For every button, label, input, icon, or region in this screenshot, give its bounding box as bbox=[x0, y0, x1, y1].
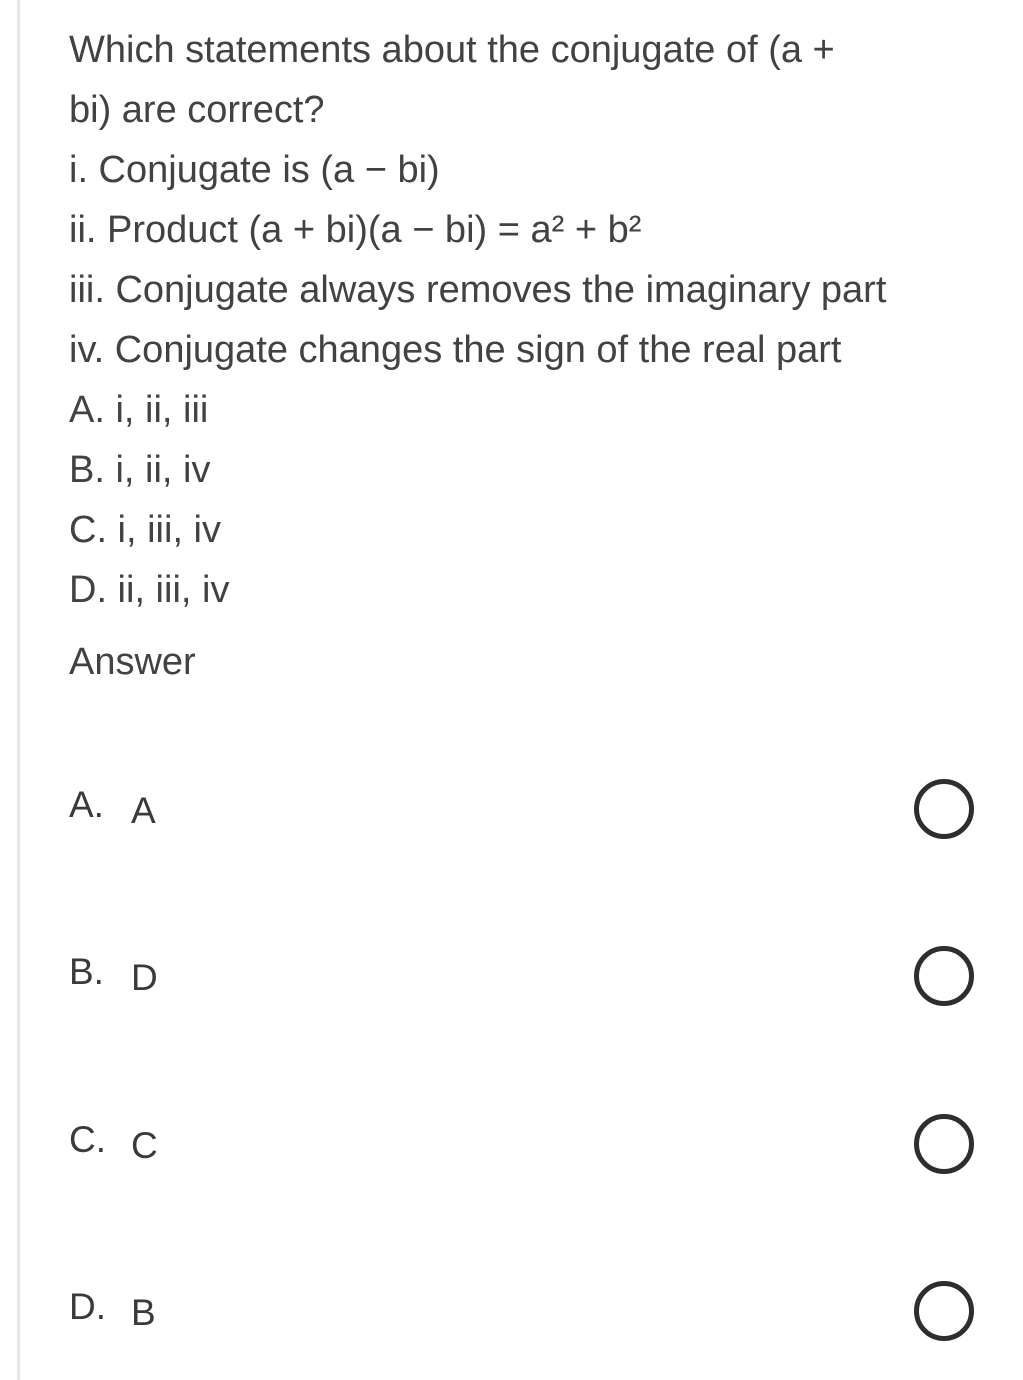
question-text bbox=[69, 20, 989, 620]
statement-ii: ii. Product (a + bi)(a − bi) = a² + b² bbox=[69, 209, 642, 251]
answer-option-c[interactable] bbox=[0, 1087, 1023, 1207]
radio-button-icon[interactable] bbox=[914, 1281, 974, 1341]
radio-button-icon[interactable] bbox=[914, 1114, 974, 1174]
answer-option-b[interactable] bbox=[0, 919, 1023, 1039]
answer-option-d[interactable] bbox=[0, 1254, 1023, 1374]
radio-button-icon[interactable] bbox=[914, 946, 974, 1006]
option-letter: A. bbox=[69, 784, 104, 825]
option-value: A bbox=[131, 790, 156, 831]
statement-iv: iv. Conjugate changes the sign of the real part bbox=[69, 329, 842, 371]
option-value: B bbox=[131, 1292, 156, 1333]
option-value: C bbox=[131, 1125, 158, 1166]
question-line: bi) are correct? bbox=[69, 89, 325, 131]
answer-heading: Answer bbox=[69, 641, 196, 683]
option-value: D bbox=[131, 957, 158, 998]
option-letter: D. bbox=[69, 1286, 106, 1327]
answer-option-a[interactable] bbox=[0, 752, 1023, 872]
option-letter: C. bbox=[69, 1119, 106, 1160]
statement-iii: iii. Conjugate always removes the imaginary part bbox=[69, 269, 887, 311]
choice-c-text: C. i, iii, iv bbox=[69, 509, 221, 551]
question-line: Which statements about the conjugate of (a + bbox=[69, 29, 835, 71]
statement-i: i. Conjugate is (a − bi) bbox=[69, 149, 440, 191]
choice-d-text: D. ii, iii, iv bbox=[69, 569, 230, 611]
radio-button-icon[interactable] bbox=[914, 779, 974, 839]
choice-a-text: A. i, ii, iii bbox=[69, 389, 209, 431]
option-letter: B. bbox=[69, 951, 104, 992]
choice-b-text: B. i, ii, iv bbox=[69, 449, 211, 491]
